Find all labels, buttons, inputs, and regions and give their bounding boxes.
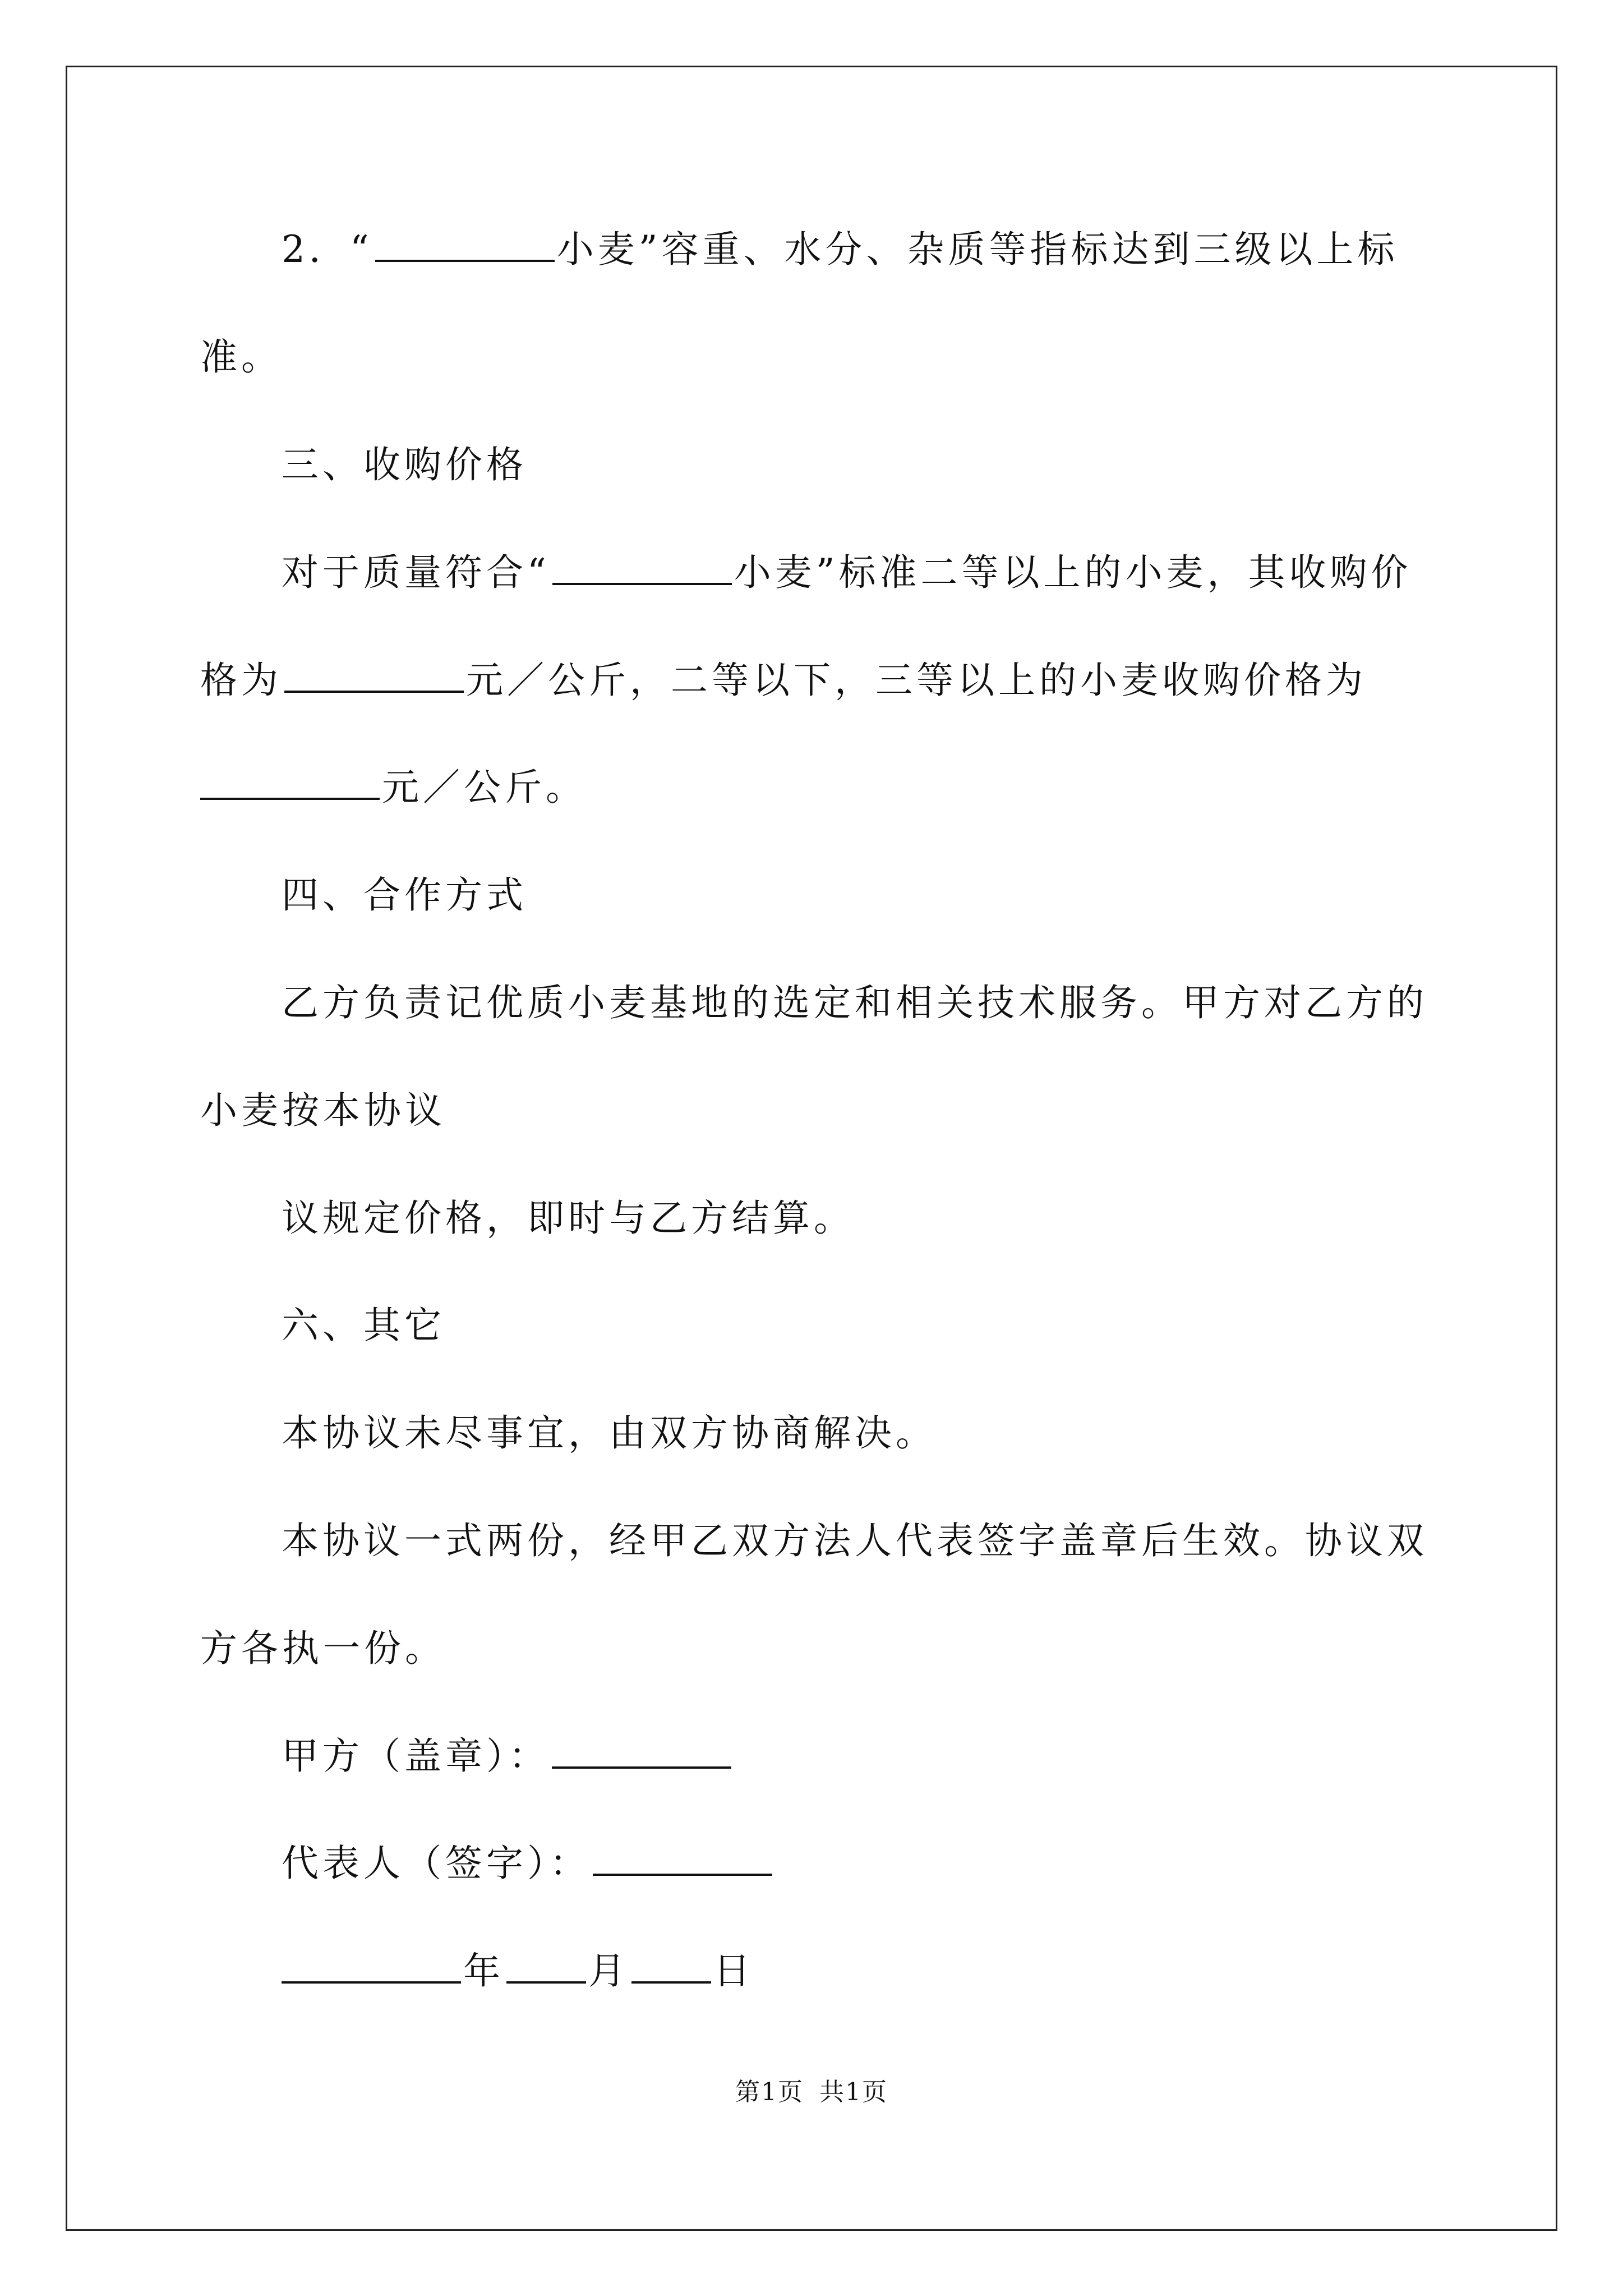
settlement-paragraph-line: 议规定价格，即时与乙方结算。 bbox=[282, 1197, 855, 1240]
month-blank[interactable] bbox=[506, 1950, 586, 1984]
paragraph-line: 准。 bbox=[200, 335, 282, 379]
representative-signature-blank[interactable] bbox=[593, 1842, 772, 1876]
price-paragraph-line: 元／公斤。 bbox=[200, 765, 587, 810]
other-paragraph-line: 本协议未尽事宜，由双方协商解决。 bbox=[282, 1411, 937, 1455]
section-heading-cooperation: 四、合作方式 bbox=[282, 873, 527, 917]
cooperation-paragraph-line: 小麦按本协议 bbox=[200, 1089, 446, 1132]
section-heading-other: 六、其它 bbox=[282, 1304, 445, 1347]
price-paragraph-line: 格为 元／公斤，二等以下，三等以上的小麦收购价格为 bbox=[200, 659, 1367, 702]
party-a-seal-line: 甲方（盖章）： bbox=[282, 1734, 734, 1779]
copies-paragraph-line: 方各执一份。 bbox=[200, 1627, 446, 1670]
wheel-name-blank[interactable] bbox=[375, 228, 555, 262]
price-paragraph-line: 对于质量符合“ 小麦”标准二等以上的小麦，其收购价 bbox=[282, 551, 1412, 594]
page-total: 共1页 bbox=[819, 2078, 888, 2106]
year-blank[interactable] bbox=[282, 1950, 461, 1984]
copies-paragraph-line: 本协议一式两份，经甲乙双方法人代表签字盖章后生效。协议双 bbox=[282, 1519, 1428, 1562]
date-line: 年 月 日 bbox=[282, 1949, 754, 1994]
quality-standard-line: 2．“ 小麦”容重、水分、杂质等指标达到三级以上标 bbox=[282, 228, 1399, 271]
day-blank[interactable] bbox=[631, 1950, 711, 1984]
party-a-seal-blank[interactable] bbox=[552, 1735, 731, 1769]
page-number: 第1页 bbox=[735, 2078, 804, 2106]
wheat-name-blank[interactable] bbox=[552, 551, 732, 585]
cooperation-paragraph-line: 乙方负责记优质小麦基地的选定和相关技术服务。甲方对乙方的 bbox=[282, 981, 1428, 1024]
page-border bbox=[66, 66, 1557, 2231]
price-second-grade-blank[interactable] bbox=[200, 766, 380, 800]
representative-signature-line: 代表人（签字）： bbox=[282, 1841, 774, 1886]
section-heading-purchase-price: 三、收购价格 bbox=[282, 443, 527, 486]
price-first-grade-blank[interactable] bbox=[284, 659, 464, 693]
page-footer bbox=[0, 2076, 1623, 2109]
